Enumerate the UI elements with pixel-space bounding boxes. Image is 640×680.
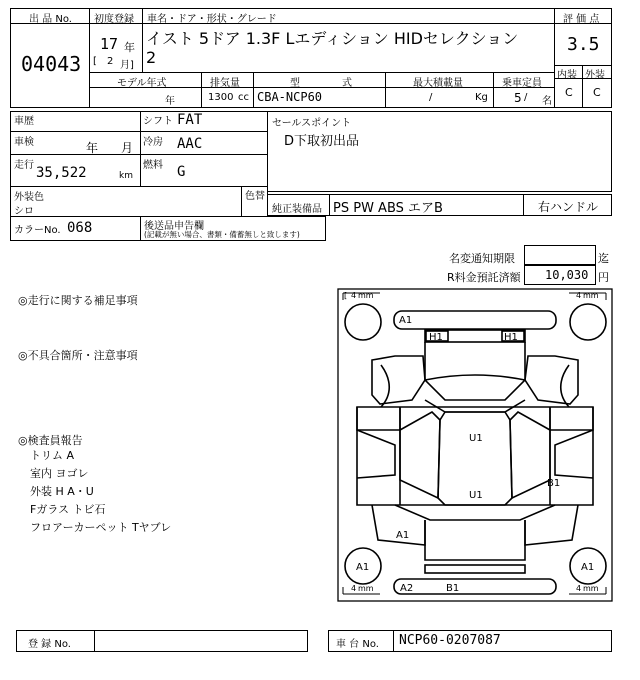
lot-no: 04043: [21, 52, 82, 76]
tire-fl-unit: mm: [358, 291, 374, 300]
color-no-label: カラーNo.: [14, 225, 61, 236]
load-unit: Kg: [475, 92, 488, 103]
tire-fr-value: 4: [576, 291, 582, 300]
aftermarket-label: 後送品申告欄: [144, 221, 204, 232]
ac-label: 冷房: [143, 137, 163, 148]
mark-headlight-left: H1: [429, 332, 443, 343]
inspector-item: Fガラス トビ石: [30, 503, 106, 516]
chassis-no-box: [328, 630, 612, 652]
shift-value: FAT: [177, 112, 203, 128]
sales-point-value: D下取初出品: [284, 134, 360, 149]
mark-rear-bumper-right: B1: [446, 583, 460, 594]
inspector-item: トリム A: [30, 449, 75, 462]
mark-hood: U1: [469, 433, 483, 444]
mark-roof: U1: [469, 490, 483, 501]
score-label: 評 価 点: [563, 14, 600, 25]
shaken-month-unit: 月: [121, 141, 134, 155]
mileage-value: 35,522: [36, 165, 87, 181]
car-name-line1: イスト 5ドア 1.3F Lエディション HIDセレクション: [146, 29, 519, 48]
score-value: 3.5: [567, 34, 600, 55]
type-label: 型: [290, 78, 300, 89]
tire-fl-label: [: [344, 291, 348, 300]
model-year-label: モデル年式: [117, 78, 167, 89]
type-value: CBA-NCP60: [257, 90, 323, 104]
sales-point-label: セールスポイント: [272, 118, 352, 129]
rear-window: [395, 505, 555, 520]
exterior-color-value: シロ: [14, 206, 34, 217]
capacity-sep: /: [524, 92, 528, 103]
mark-quarter-right: B1: [547, 478, 561, 489]
hood-outline: [425, 342, 525, 400]
type-label2: 式: [342, 78, 352, 89]
tire-rr-unit: mm: [583, 584, 599, 593]
inspector-item: 外装 H A・U: [30, 485, 94, 498]
interior-grade: C: [565, 86, 573, 99]
tire-fr-unit: mm: [583, 291, 599, 300]
capacity-label: 乗車定員: [502, 78, 542, 89]
tire-rr-value: 4: [576, 584, 582, 593]
first-reg-month: 2: [107, 56, 114, 67]
capacity-value: 5: [514, 91, 522, 105]
first-reg-year: 17: [100, 35, 119, 53]
fuel-label: 燃料: [143, 160, 163, 171]
reg-no-label: 登 録 No.: [28, 639, 71, 650]
model-year-unit: 年: [165, 96, 175, 107]
shaken-label: 車検: [14, 137, 34, 148]
tire-rl-value: 4: [351, 584, 357, 593]
chassis-no-label-cell: [329, 631, 394, 651]
displacement-value: 1300: [208, 92, 234, 103]
interior-label: 内装: [557, 70, 577, 81]
left-front-fender: [372, 356, 425, 404]
fuel-value: G: [177, 164, 186, 180]
shaken-year-unit: 年: [86, 141, 99, 155]
aftermarket-note: (記載が無い場合、書類・備蓄無しと致します): [144, 230, 300, 239]
reg-no-box: [16, 630, 308, 652]
load-label: 最大積載量: [413, 78, 463, 89]
color-no-value: 068: [67, 220, 93, 236]
car-name-label: 車名・ドア・形状・グレード: [147, 14, 277, 25]
shift-label: シフト: [143, 116, 173, 127]
history-label: 車歴: [14, 116, 34, 127]
recycle-amount: 10,030: [545, 268, 589, 282]
first-reg-month-unit: 月]: [120, 60, 134, 71]
mileage-unit: km: [119, 171, 133, 181]
mark-wheel-rear-right: A1: [581, 562, 595, 573]
displacement-unit: cc: [238, 92, 249, 103]
exterior-color-label: 外装色: [14, 192, 44, 203]
exterior-grade: C: [593, 86, 601, 99]
chassis-no-label: 車 台 No.: [336, 639, 379, 650]
steering-value: 右ハンドル: [538, 200, 599, 214]
mark-headlight-right: H1: [504, 332, 518, 343]
recycle-label: R料金預託済額: [447, 271, 521, 284]
right-front-fender: [525, 356, 578, 404]
trunk: [425, 520, 525, 560]
first-reg-month-open: [: [93, 56, 97, 67]
exterior-label: 外装: [585, 70, 605, 81]
mark-front-bumper: A1: [399, 315, 413, 326]
displacement-label: 排気量: [210, 78, 240, 89]
defects-label: ◎不具合箇所・注意事項: [18, 349, 138, 362]
rear-strip: [425, 565, 525, 573]
equipment-value: PS PW ABS エアB: [333, 201, 443, 216]
equipment-label: 純正装備品: [272, 204, 322, 215]
inspector-item: 室内 ヨゴレ: [30, 467, 89, 480]
color-change-label: 色替: [245, 191, 265, 202]
lot-no-label: 出 品 No.: [29, 14, 72, 25]
rear-bumper: [394, 579, 556, 594]
name-change-label: 名変通知期限: [449, 252, 515, 265]
inspector-item: フロアーカーペット Tヤブレ: [30, 521, 172, 534]
mark-rocker-left: A1: [396, 530, 410, 541]
mark-wheel-rear-left: A1: [356, 562, 370, 573]
load-sep: /: [429, 92, 433, 103]
driving-notes-label: ◎走行に関する補足事項: [18, 294, 138, 307]
first-reg-year-unit: 年: [124, 41, 135, 54]
car-name-line2: 2: [146, 48, 157, 67]
name-change-unit: 迄: [598, 252, 609, 265]
inspector-label: ◎検査員報告: [18, 434, 83, 447]
mark-rear-bumper-left: A2: [400, 583, 414, 594]
first-reg-label: 初度登録: [94, 14, 134, 25]
ac-value: AAC: [177, 136, 203, 152]
wheel-front-left: [345, 304, 381, 340]
capacity-unit: 名: [542, 96, 552, 107]
mileage-label: 走行: [14, 160, 34, 171]
diagram-frame: [338, 289, 612, 601]
chassis-no-value: NCP60-0207087: [399, 633, 501, 648]
recycle-unit: 円: [598, 271, 609, 284]
front-bumper: [394, 311, 556, 329]
tire-rl-unit: mm: [358, 584, 374, 593]
reg-no-label-cell: [17, 631, 95, 651]
wheel-front-right: [570, 304, 606, 340]
tire-fl-value: 4: [351, 291, 357, 300]
